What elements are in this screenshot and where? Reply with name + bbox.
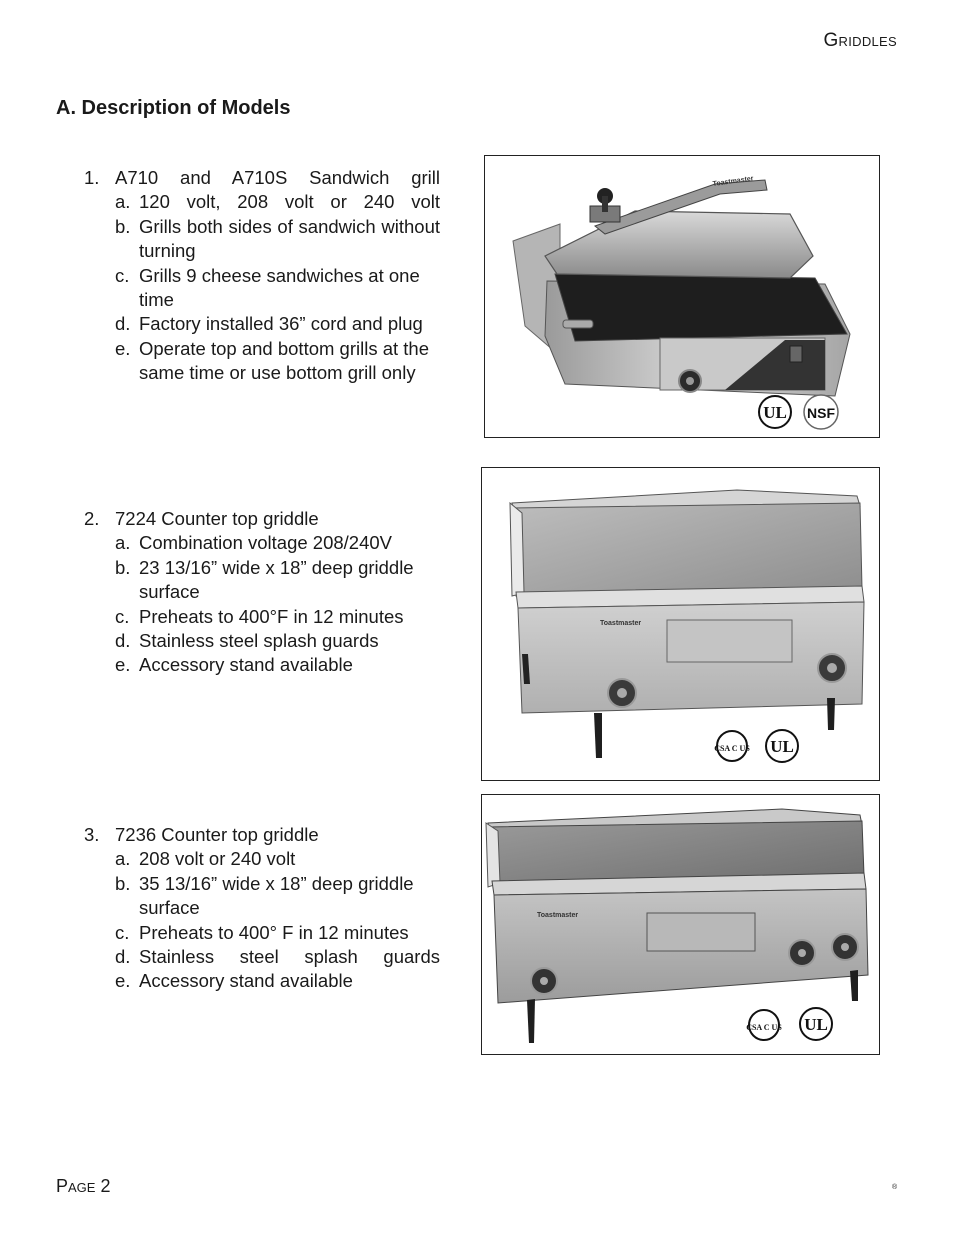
svg-text:UL: UL <box>770 737 794 756</box>
model-name: 7224 Counter top griddle <box>115 508 319 529</box>
brand-label: Toastmaster <box>712 175 754 188</box>
nsf-certification-icon <box>804 395 838 429</box>
model-name: 7236 Counter top griddle <box>115 824 319 845</box>
svg-text:UL: UL <box>763 403 787 422</box>
feature-text: Operate top and bottom grills at the same time or use bottom grill only <box>139 337 430 384</box>
griddle-7224-illustration <box>482 468 878 779</box>
ul-certification-icon <box>800 1008 832 1040</box>
model-name: A710 and A710S Sandwich grill <box>115 167 440 188</box>
feature-text: Stainless steel splash guards <box>139 630 379 652</box>
feature-text: 120 volt, 208 volt or 240 volt <box>139 191 440 213</box>
feature-letter: e. <box>115 654 131 676</box>
svg-text:CSA C US: CSA C US <box>714 744 750 753</box>
feature-letter: d. <box>115 630 131 652</box>
ul-certification-icon <box>766 730 798 762</box>
feature-letter: b. <box>115 215 131 237</box>
feature-letter: a. <box>115 532 131 554</box>
svg-text:NSF: NSF <box>807 405 835 421</box>
running-header: Griddles <box>823 30 897 51</box>
feature-letter: a. <box>115 848 131 870</box>
feature-letter: b. <box>115 556 131 578</box>
feature-letter: e. <box>115 970 131 992</box>
feature-text: Factory installed 36” cord and plug <box>139 313 423 335</box>
registered-mark: ® <box>892 1184 898 1191</box>
feature-text: Stainless steel splash guards <box>139 946 440 968</box>
model-3-description <box>84 823 440 994</box>
brand-label: Toastmaster <box>537 912 579 919</box>
ul-certification-icon <box>759 396 791 428</box>
feature-text: Grills 9 cheese sandwiches at one time <box>139 264 420 311</box>
griddle-7236-illustration <box>482 795 878 1053</box>
feature-text: Grills both sides of sandwich without turning <box>139 215 440 262</box>
model-number: 2. <box>84 508 100 529</box>
section-title: A. Description of Models <box>56 97 291 119</box>
feature-letter: b. <box>115 872 131 894</box>
csa-certification-icon <box>746 1010 782 1040</box>
model-2-description <box>84 507 440 678</box>
feature-text: 208 volt or 240 volt <box>139 848 296 870</box>
feature-text: 35 13/16” wide x 18” deep griddle surface <box>139 872 414 919</box>
feature-text: Accessory stand available <box>139 654 353 676</box>
griddle-7224-photo <box>481 467 880 781</box>
feature-letter: d. <box>115 313 131 335</box>
svg-text:UL: UL <box>804 1015 828 1034</box>
model-number: 3. <box>84 824 100 845</box>
brand-label: Toastmaster <box>600 620 642 627</box>
feature-text: Combination voltage 208/240V <box>139 532 393 554</box>
model-1-description <box>84 166 440 386</box>
griddle-7236-photo <box>481 794 880 1055</box>
feature-letter: c. <box>115 605 130 627</box>
model-number: 1. <box>84 167 100 188</box>
feature-letter: d. <box>115 946 131 968</box>
sandwich-grill-photo <box>484 155 880 438</box>
page-number: Page 2 <box>56 1176 111 1196</box>
feature-letter: c. <box>115 921 130 943</box>
svg-text:CSA C US: CSA C US <box>746 1023 782 1032</box>
csa-certification-icon <box>714 731 750 761</box>
feature-letter: c. <box>115 264 130 286</box>
feature-letter: a. <box>115 191 131 213</box>
feature-letter: e. <box>115 337 131 359</box>
feature-text: Accessory stand available <box>139 970 353 992</box>
feature-text: 23 13/16” wide x 18” deep griddle surface <box>139 556 414 603</box>
feature-text: Preheats to 400°F in 12 minutes <box>139 605 404 627</box>
sandwich-grill-illustration <box>485 156 878 436</box>
feature-text: Preheats to 400° F in 12 minutes <box>139 921 409 943</box>
